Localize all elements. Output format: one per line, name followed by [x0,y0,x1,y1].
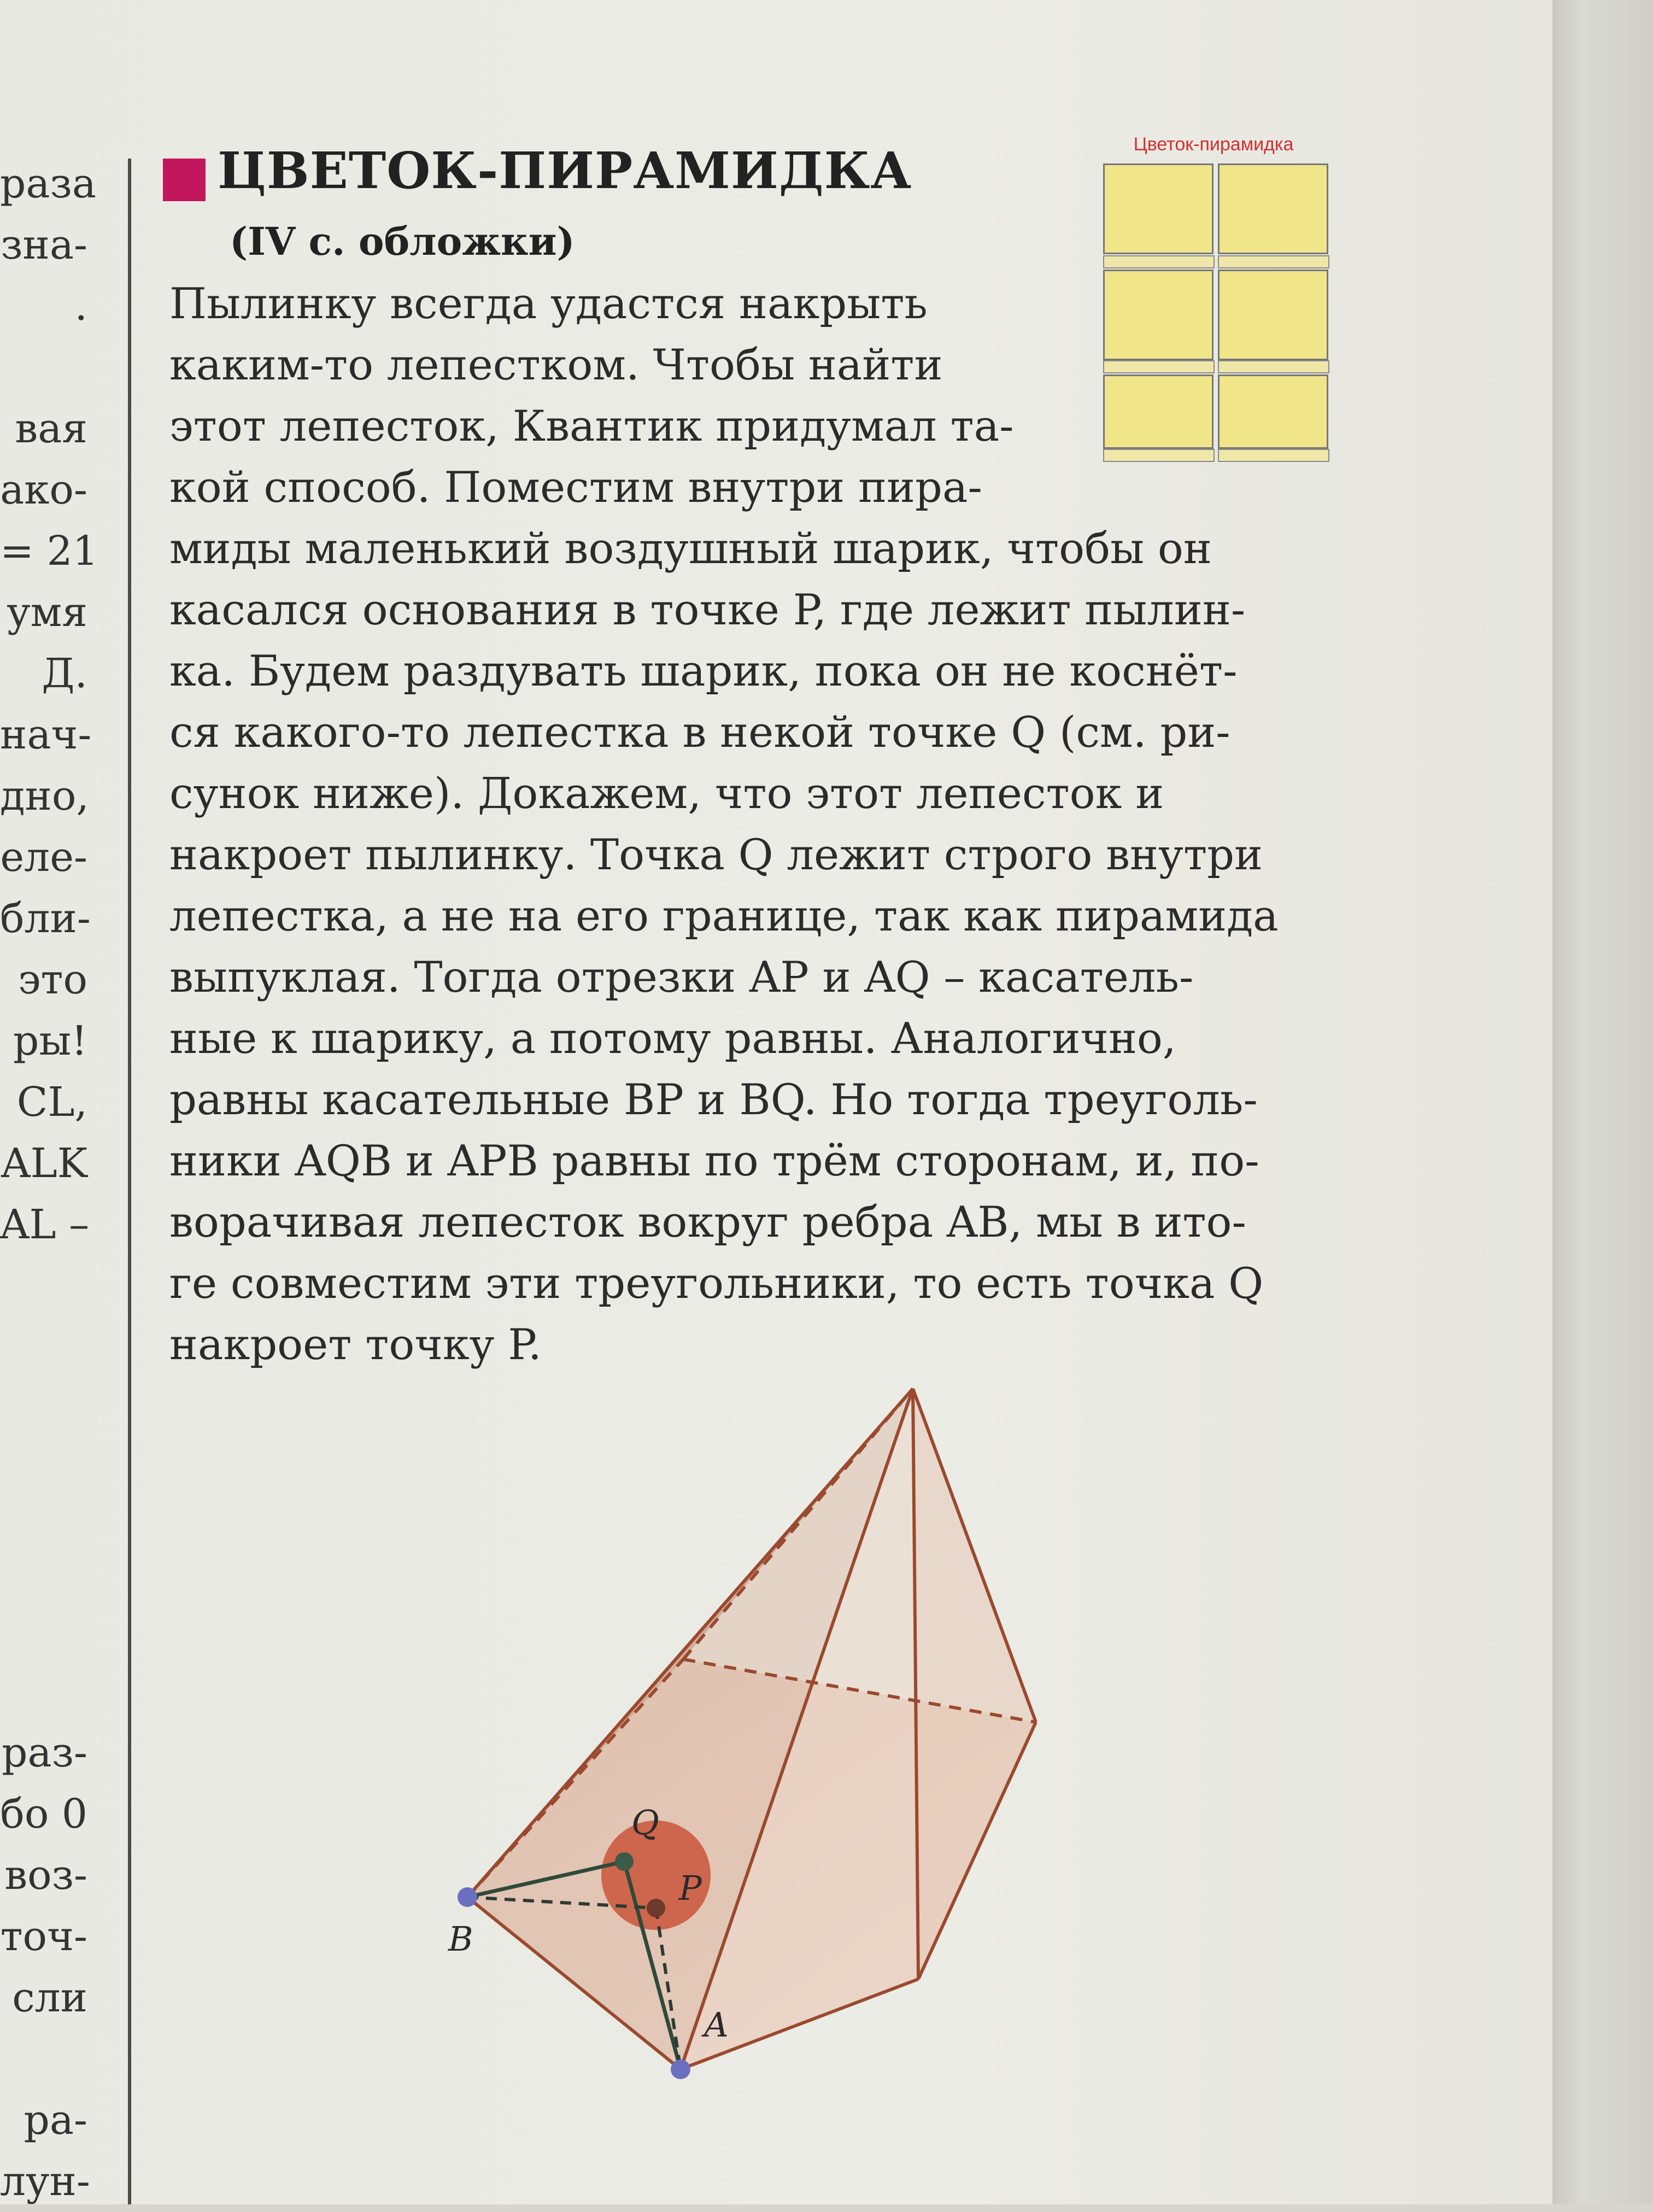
right-face [913,1389,1036,1979]
comic-panel [1103,163,1214,254]
left-column-fragments-bottom [0,1722,90,2212]
label-p: P [679,1868,702,1908]
column-divider [128,159,131,2204]
article-body-wrapped [169,273,1066,518]
article-line: ворачивая лепесток вокруг ребра AB, мы в ито- [169,1198,1246,1247]
article-line: миды маленький воздушный шарик, чтобы он [169,524,1212,574]
article-line: кой способ. Поместим внутри пира- [169,463,982,512]
article-line: касался основания в точке P, где лежит пылин- [169,586,1246,635]
left-column-fragment: зна- [1,221,87,268]
article-title: ЦВЕТОК-ПИРАМИДКА [218,141,912,200]
left-column-fragment [0,337,87,398]
label-a: A [704,2005,729,2045]
point-b [458,1887,477,1907]
left-column-fragment [0,2028,87,2090]
left-column-fragment: раз- [2,1729,87,1776]
article-line: лепестка, а не на его границе, так как пирамида [169,892,1279,941]
left-column-fragment: еле- [0,834,87,881]
comic-caption [1103,360,1215,373]
left-column-fragment: нач- [0,711,92,758]
left-column-fragment: лун- [0,2158,90,2205]
article-line: каким-то лепестком. Чтобы найти [169,341,943,390]
comic-caption [1218,255,1329,268]
left-column-fragment: ALK [1,1140,87,1187]
point-p [647,1899,665,1917]
comic-panel [1218,270,1328,360]
article-subtitle: (IV с. обложки) [230,219,575,264]
left-column-fragment: ра- [24,2097,87,2144]
left-column-fragment: . [74,283,87,330]
left-column-fragment: дно, [0,773,89,820]
point-a [671,2059,690,2079]
left-column-fragment: воз- [4,1852,87,1899]
left-column-fragment: бо 0 [0,1790,87,1838]
article-line: Пылинку всегда удастся накрыть [169,279,928,329]
article-line: ные к шарику, а потому равны. Аналогично, [169,1014,1176,1063]
left-column-fragment: AL – [0,1201,90,1248]
point-q [615,1852,634,1871]
article-line: накроет точку P. [169,1320,542,1370]
left-column-fragment: умя [7,589,87,636]
article-line: ге совместим эти треугольники, то есть точка Q [169,1259,1264,1308]
left-column-fragment: бли- [0,895,91,942]
label-b: B [448,1919,473,1959]
section-marker-icon [163,159,206,201]
article-line: выпуклая. Тогда отрезки AP и AQ – касатель- [169,953,1194,1002]
comic-caption [1103,449,1215,462]
article-line: ники AQB и APB равны по трём сторонам, и, по- [169,1137,1259,1186]
comic-panel [1218,374,1328,449]
article-line: сунок ниже). Докажем, что этот лепесток и [169,769,1164,818]
comic-caption [1103,255,1215,268]
pyramid-diagram [426,1367,1060,2099]
article-line: ка. Будем раздувать шарик, пока он не коснёт- [169,647,1238,696]
left-column-fragment: вая [15,405,87,452]
left-column-fragment: ры! [13,1017,87,1064]
comic-panel [1103,270,1214,360]
article-line: равны касательные BP и BQ. Но тогда треуголь- [169,1075,1258,1125]
thumbnail-title: Цветок-пирамидка [1133,134,1294,155]
comic-caption [1218,360,1329,373]
left-column-fragment: CL, [16,1079,87,1126]
comic-caption [1218,449,1329,462]
left-column-fragment: ако- [0,466,87,513]
comic-panel [1103,374,1214,449]
left-column-fragments-top [0,153,98,1255]
left-column-fragment: раза [0,160,96,207]
label-q: Q [631,1803,659,1842]
article-line: накроет пылинку. Точка Q лежит строго внутри [169,830,1263,880]
comic-thumbnail [1099,134,1328,462]
left-column-fragment: = 21 [0,528,98,575]
article-line: этот лепесток, Квантик придумал та- [169,402,1014,451]
left-column-fragment: сли [12,1974,87,2021]
page-edge [1552,0,1653,2204]
left-column-fragment: это [18,956,87,1003]
article-line: ся какого-то лепестка в некой точке Q (см. ри- [169,708,1230,757]
left-column-fragment: Д. [42,650,87,697]
article-body [169,518,1334,1376]
comic-panel [1218,163,1328,254]
left-column-fragment: точ- [0,1913,87,1960]
